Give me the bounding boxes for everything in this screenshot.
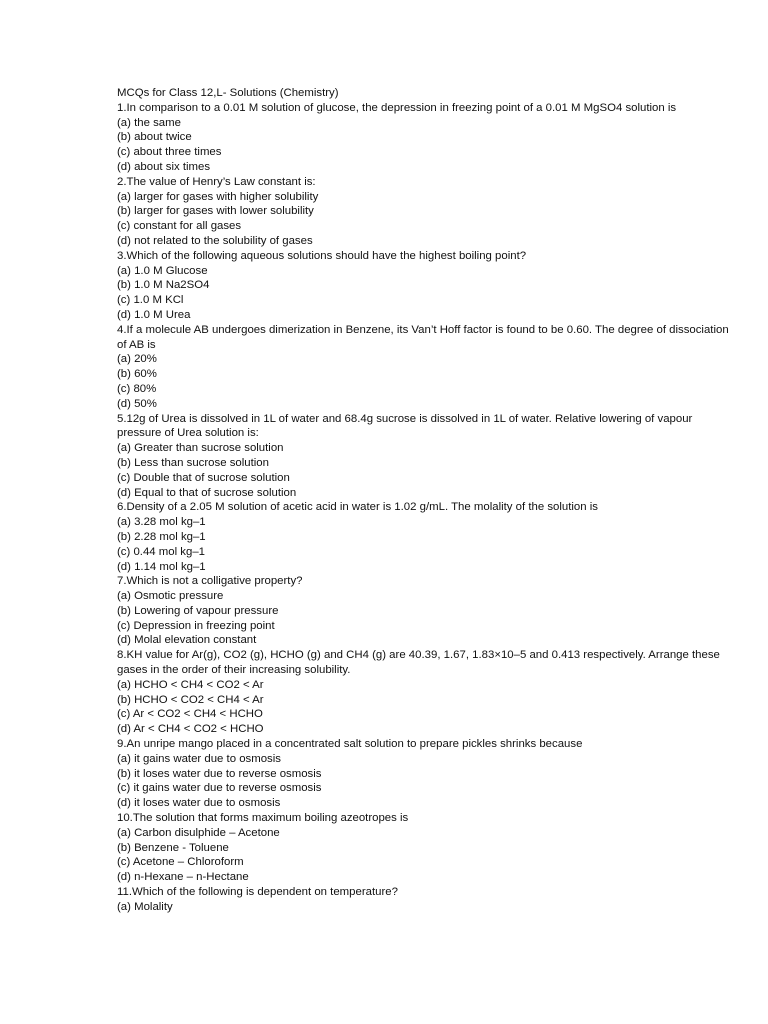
answer-option: (a) larger for gases with higher solubility: [117, 190, 319, 203]
answer-option: (c) Ar < CO2 < CH4 < HCHO: [117, 708, 263, 721]
answer-option: (d) Ar < CH4 < CO2 < HCHO: [117, 723, 264, 736]
answer-option: (a) 3.28 mol kg–1: [117, 516, 206, 529]
answer-option: (b) it loses water due to reverse osmosis: [117, 767, 322, 780]
answer-option: (c) 80%: [117, 382, 157, 395]
answer-option: (b) 60%: [117, 368, 157, 381]
answer-option: (b) about twice: [117, 131, 192, 144]
answer-option: (a) Greater than sucrose solution: [117, 442, 284, 455]
answer-option: (d) about six times: [117, 160, 211, 173]
answer-option: (b) HCHO < CO2 < CH4 < Ar: [117, 693, 264, 706]
answer-option: (d) n-Hexane – n-Hectane: [117, 871, 249, 884]
question-text: 8.KH value for Ar(g), CO2 (g), HCHO (g) and CH4 (g) are 40.39, 1.67, 1.83×10–5 and 0.413 respectively. Arrange these gases in the order of their increasing solubility.: [117, 649, 720, 677]
answer-option: (c) about three times: [117, 146, 222, 159]
question-text: 11.Which of the following is dependent on temperature?: [117, 886, 398, 899]
document-title: MCQs for Class 12,L- Solutions (Chemistry): [117, 87, 339, 99]
answer-option: (a) 20%: [117, 353, 157, 366]
answer-option: (c) Acetone – Chloroform: [117, 856, 244, 869]
question-text: 6.Density of a 2.05 M solution of acetic acid in water is 1.02 g/mL. The molality of the solution is: [117, 501, 598, 514]
question-text: 1.In comparison to a 0.01 M solution of glucose, the depression in freezing point of a 0.01 M MgSO4 solution is: [117, 101, 677, 114]
answer-option: (b) Benzene - Toluene: [117, 841, 229, 854]
question-text: 3.Which of the following aqueous solutions should have the highest boiling point?: [117, 249, 527, 262]
answer-option: (b) larger for gases with lower solubility: [117, 205, 314, 218]
answer-option: (c) 0.44 mol kg–1: [117, 545, 205, 558]
answer-option: (b) Lowering of vapour pressure: [117, 604, 279, 617]
question-text: 5.12g of Urea is dissolved in 1L of water and 68.4g sucrose is dissolved in 1L of water. Relative lowering of vapour pressure of Urea solution is:: [117, 412, 693, 440]
answer-option: (a) HCHO < CH4 < CO2 < Ar: [117, 678, 264, 691]
answer-option: (d) 1.14 mol kg–1: [117, 560, 206, 573]
answer-option: (d) Molal elevation constant: [117, 634, 257, 647]
answer-option: (d) not related to the solubility of gases: [117, 234, 313, 247]
answer-option: (a) it gains water due to osmosis: [117, 752, 281, 765]
answer-option: (a) Carbon disulphide – Acetone: [117, 826, 280, 839]
answer-option: (d) 50%: [117, 397, 157, 410]
answer-option: (c) 1.0 M KCl: [117, 294, 184, 307]
question-text: 9.An unripe mango placed in a concentrated salt solution to prepare pickles shrinks because: [117, 738, 583, 751]
answer-option: (c) Double that of sucrose solution: [117, 471, 290, 484]
answer-option: (d) Equal to that of sucrose solution: [117, 486, 297, 499]
answer-option: (a) Molality: [117, 900, 173, 913]
document-page: [117, 86, 737, 915]
answer-option: (c) constant for all gases: [117, 220, 242, 233]
answer-option: (a) 1.0 M Glucose: [117, 264, 208, 277]
answer-option: (c) it gains water due to reverse osmosis: [117, 782, 322, 795]
question-text: 10.The solution that forms maximum boiling azeotropes is: [117, 812, 409, 825]
question-text: 2.The value of Henry’s Law constant is:: [117, 175, 316, 188]
question-text: 7.Which is not a colligative property?: [117, 575, 303, 588]
answer-option: (b) Less than sucrose solution: [117, 456, 269, 469]
answer-option: (d) it loses water due to osmosis: [117, 797, 281, 810]
answer-option: (a) the same: [117, 116, 181, 129]
answer-option: (d) 1.0 M Urea: [117, 308, 191, 321]
question-text: 4.If a molecule AB undergoes dimerization in Benzene, its Van’t Hoff factor is found to be 0.60. The degree of dissociation of AB is: [117, 323, 729, 351]
answer-option: (b) 2.28 mol kg–1: [117, 530, 206, 543]
answer-option: (a) Osmotic pressure: [117, 590, 224, 603]
answer-option: (c) Depression in freezing point: [117, 619, 275, 632]
answer-option: (b) 1.0 M Na2SO4: [117, 279, 210, 292]
